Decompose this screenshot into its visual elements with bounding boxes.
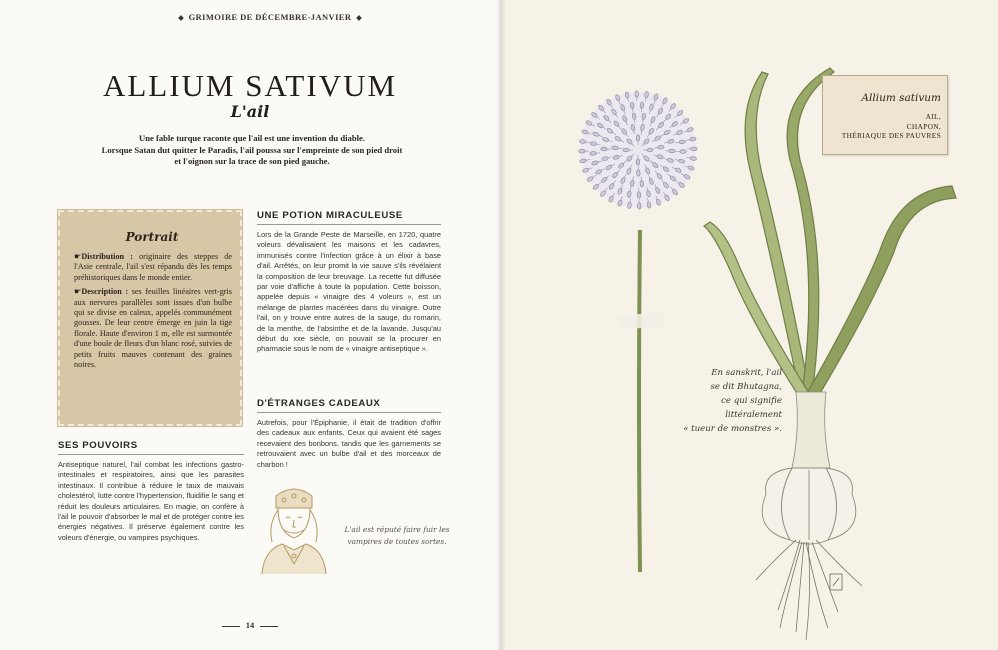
portrait-body <box>74 252 232 374</box>
floret <box>657 145 664 149</box>
garlic-bulb <box>762 468 856 544</box>
floret <box>637 203 641 209</box>
sanskrit-line: En sanskrit, l'ail <box>711 368 782 378</box>
floret <box>632 113 636 120</box>
floret <box>680 150 687 154</box>
floret <box>640 180 644 187</box>
description-label: Description : <box>81 287 129 297</box>
label-name-line: CHAPON, <box>906 121 941 131</box>
sanskrit-line: littéralement <box>725 410 782 420</box>
portrait-box <box>58 210 242 426</box>
intro-line: et l'oignon sur la trace de son pied gauche. <box>174 156 330 167</box>
bulb-neck <box>792 392 830 468</box>
floret <box>636 159 640 165</box>
description-text: ses feuilles linéaires vert-gris aux nervures parallèles sont issues d'un bulbe qui se divise en caïeux, appelés communément gousses. De leur centre émerge en juin la tige florale. Haute d'environ 1 m, elle est surmontée d'une boule de fleurs d'un blanc rosé, suivies de petits fruits mauves contenant des graines noires. <box>74 287 232 370</box>
floret <box>579 149 585 153</box>
floret <box>623 148 629 152</box>
floret <box>601 147 608 151</box>
garlic-roots <box>756 540 862 640</box>
page-number: 14 <box>200 620 300 630</box>
page-title: ALLIUM SATIVUM <box>102 68 398 103</box>
monogram-icon <box>830 574 842 590</box>
intro-line: Lorsque Satan dut quitter le Paradis, l'ail poussa sur l'empreinte de son pied droit <box>101 144 403 155</box>
pouvoirs-heading: SES POUVOIRS <box>58 440 138 451</box>
intro-paragraph <box>82 133 422 168</box>
label-latin-name: Allium sativum <box>861 92 941 104</box>
floret <box>669 149 676 153</box>
cadeaux-text: Autrefois, pour l'Épiphanie, il était de tradition d'offrir des cadeaux aux enfants. Ceux qui avaient été sages recevaient des bonbons, tandis que les garnements se retrouvaient avec un bulbe d'ail et des morceaux de charbon ! <box>257 418 441 469</box>
pointing-hand-icon: ☛ <box>74 287 82 297</box>
portrait-title: Portrait <box>125 230 179 244</box>
floret <box>637 192 641 198</box>
floret <box>647 148 653 152</box>
portrait-description <box>74 287 232 370</box>
flower-stem <box>639 230 640 572</box>
sanskrit-line: « tueur de monstres ». <box>683 424 782 434</box>
floret <box>635 91 639 97</box>
floret <box>691 147 697 151</box>
floret <box>612 146 619 150</box>
label-card <box>822 75 948 155</box>
sanskrit-line: se dit Bhutagna, <box>710 382 782 392</box>
floret <box>636 170 640 176</box>
distribution-label: Distribution : <box>81 252 133 261</box>
sanskrit-line: ce qui signifie <box>721 396 782 406</box>
potion-rule <box>257 224 441 225</box>
page-subtitle: L'ail <box>230 102 270 121</box>
floret <box>590 151 597 155</box>
tape-strip <box>618 313 665 329</box>
potion-text: Lors de la Grande Peste de Marseille, en 1720, quatre voleurs dévalisaient les maisons et les cadavres, immunisés contre l'infection grâce à un élixir à base d'ail. Arrêtés, on leur promit la vie sauve s'ils révélaient la composition de leur breuvage. La recette fut diffusée par voie d'affiche à toute la population. Cette boisson, appelée depuis « vinaigre des 4 voleurs », est un mélange de plantes macérées dans du vinaigre. Outre l'ail, on y trouve entre autres de la sauge, du romarin, de la menthe, de l'absinthe et de la lavande. Jusqu'au début du xxe siècle, on pouvait se la procurer en pharmacie sous le nom de « vinaigre antiseptique ». <box>257 230 441 354</box>
running-head: GRIMOIRE DE DÉCEMBRE-JANVIER <box>165 12 375 22</box>
vampire-caption: L'ail est réputé faire fuir les vampires de toutes sortes. <box>344 525 450 546</box>
cadeaux-rule <box>257 412 441 413</box>
floret <box>640 102 644 109</box>
cadeaux-heading: D'ÉTRANGES CADEAUX <box>257 398 381 409</box>
label-name-line: THÉRIAQUE DES PAUVRES <box>841 131 941 141</box>
pointing-hand-icon: ☛ <box>74 252 82 261</box>
vlad-portrait-illustration <box>254 484 334 574</box>
label-name-line: AIL, <box>925 112 941 121</box>
intro-line: Une fable turque raconte que l'ail est une invention du diable. <box>139 133 365 143</box>
portrait-distribution <box>74 252 232 283</box>
flower-head-illustration <box>579 91 697 209</box>
distribution-text: originaire des steppes de l'Asie centrale, l'ail s'est répandu dès les temps préhistoriques dans le monde entier. <box>74 252 232 282</box>
floret <box>636 135 640 141</box>
label-common-names <box>823 112 941 141</box>
potion-heading: UNE POTION MIRACULEUSE <box>257 210 403 221</box>
pouvoirs-rule <box>58 454 244 455</box>
sanskrit-note <box>650 366 782 436</box>
pouvoirs-text: Antiseptique naturel, l'ail combat les infections gastro-intestinales et respiratoires, ainsi que les parasites intestinaux. Il contribue à réduire le taux de mauvais cholestérol, lutte contre l'hypertension, fluidifie le sang et réduit les douleurs articulaires. En magie, on confère à l'ail le pouvoir d'absorber le mal et de protéger contre les énergies négatives. Il préserve également contre les voleurs d'énergie, ou vampires psychiques. <box>58 460 244 542</box>
